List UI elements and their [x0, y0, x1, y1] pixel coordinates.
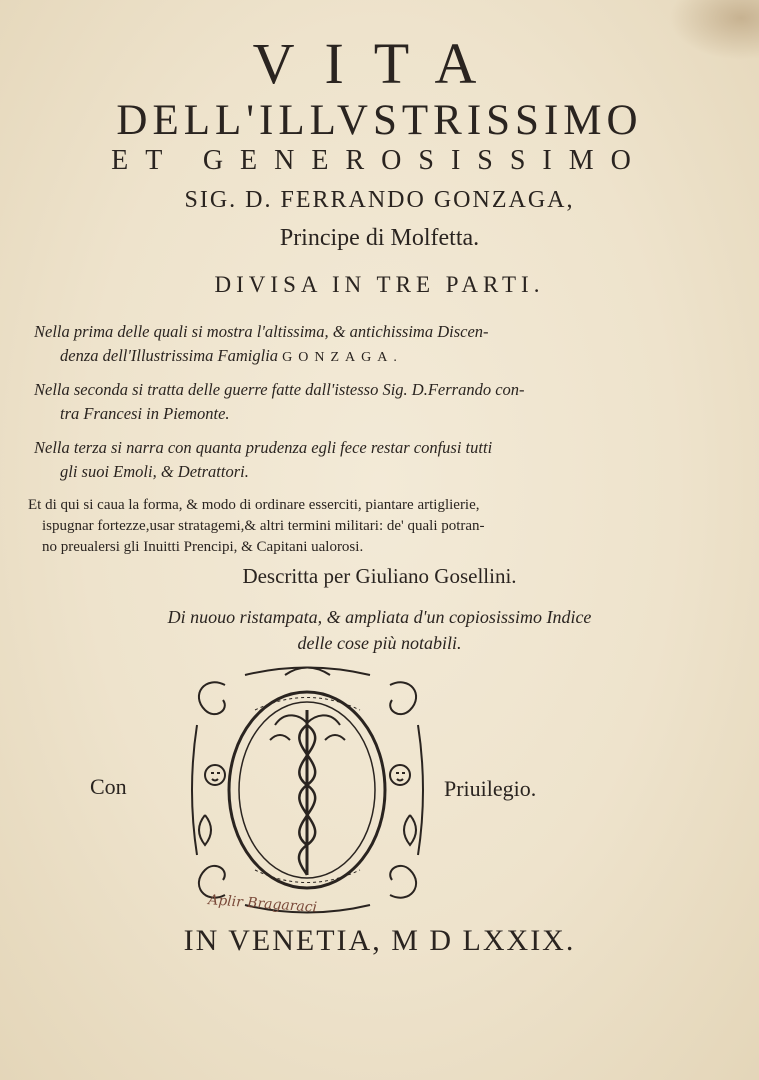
part-two-line2: tra Francesi in Piemonte. — [60, 404, 230, 423]
body-line3: no preualersi gli Inuitti Prencipi, & Capitani ualorosi. — [42, 539, 364, 555]
title-generosissimo: ET GENEROSISSIMO — [111, 145, 648, 176]
part-two-line1: Nella seconda si tratta delle guerre fatte dall'istesso Sig. D.Ferrando con- — [34, 380, 525, 399]
reprint-note — [0, 604, 759, 656]
handwritten-signature: Aplir Bragaraci — [207, 892, 318, 916]
part-one-line2 — [34, 344, 604, 370]
printers-emblem-icon — [185, 665, 430, 915]
part-one-line1: Nella prima delle quali si mostra l'altissima, & antichissima Discen- — [34, 322, 489, 341]
title-illustrissimo: DELL'ILLVSTRISSIMO — [116, 97, 643, 144]
part-two-paragraph — [34, 378, 604, 426]
reprint-line1: Di nuouo ristampata, & ampliata d'un copiosissimo Indice — [167, 607, 592, 627]
part-three-line2: gli suoi Emoli, & Detrattori. — [60, 462, 249, 481]
part-three-line1: Nella terza si narra con quanta prudenza egli fece restar confusi tutti — [34, 438, 493, 457]
part-one-line2-text: denza dell'Illustrissima Famiglia — [60, 346, 279, 365]
gonzaga-smallcaps: GONZAGA. — [282, 350, 403, 365]
reprint-line2: delle cose più notabili. — [297, 633, 462, 653]
author-line: Descritta per Giuliano Gosellini. — [242, 564, 517, 588]
body-paragraph — [28, 495, 608, 558]
privilegio-label: Priuilegio. — [444, 776, 537, 801]
title-principe: Principe di Molfetta. — [279, 225, 480, 251]
part-one-paragraph — [34, 320, 604, 370]
body-line1: Et di qui si caua la forma, & modo di ordinare esserciti, piantare artiglierie, — [28, 497, 480, 513]
title-vita: VITA — [252, 31, 507, 96]
title-divisa: DIVISA IN TRE PARTI. — [214, 272, 545, 297]
con-label: Con — [90, 774, 127, 799]
body-line2: ispugnar fortezze,usar stratagemi,& altri termini militari: de' quali potran- — [42, 518, 485, 534]
imprint-line: IN VENETIA, M D LXXIX. — [183, 924, 576, 957]
title-name: SIG. D. FERRANDO GONZAGA, — [184, 187, 575, 213]
part-three-paragraph — [34, 436, 604, 484]
